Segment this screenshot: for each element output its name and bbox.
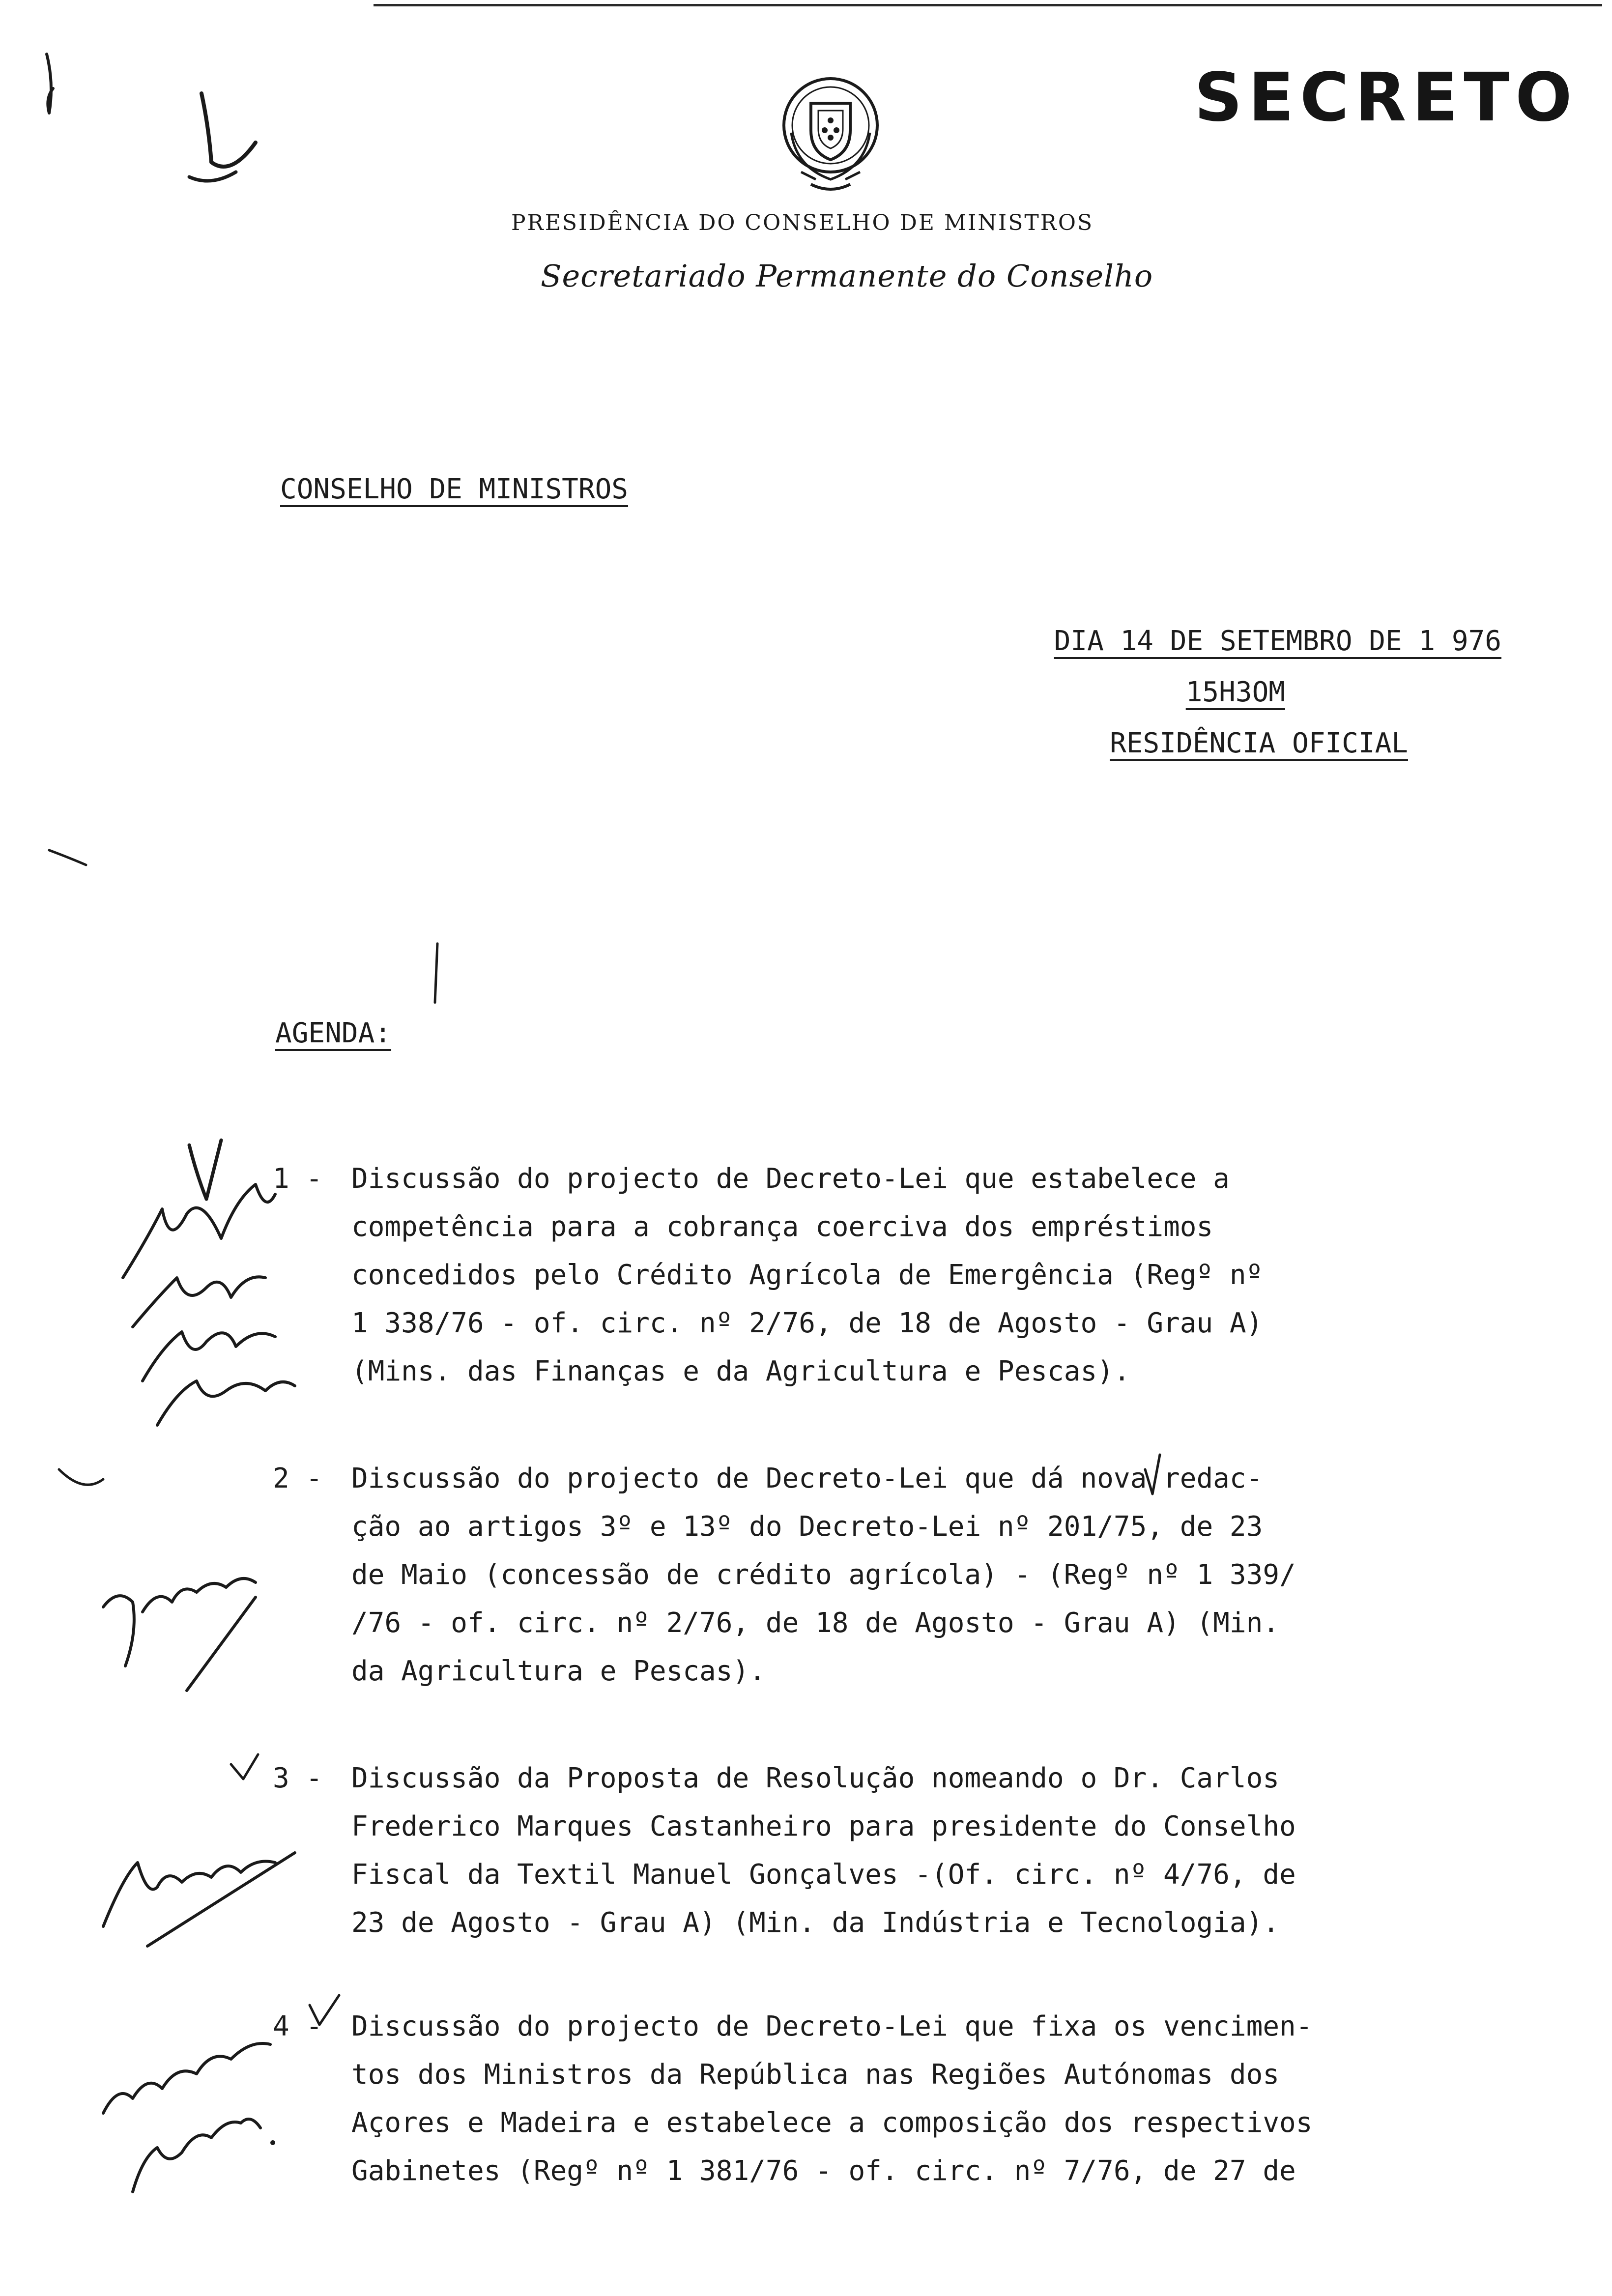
agenda-item-text: Discussão do projecto de Decreto-Lei que estabelece a competência para a cobrança coerciva dos empréstimos concedidos pelo Crédito Agrícola de Emergência (Regº nº 1 338/76 - of. circ. nº 2/76, de 18 de Agosto - Grau A) (Mins. das Finanças e da Agricultura e Pescas). <box>351 1163 1263 1387</box>
agenda-item-number: 4 - <box>273 2010 323 2042</box>
edge-mark-left <box>49 850 86 865</box>
coat-of-arms-icon <box>772 74 890 197</box>
agenda-item-4 <box>273 2003 1511 2195</box>
classification-stamp: SECRETO <box>1194 59 1578 137</box>
edge-mark-top <box>47 54 53 113</box>
agenda-item-1 <box>273 1155 1511 1396</box>
margin-bar <box>435 944 437 1003</box>
meeting-time-line <box>912 675 1501 726</box>
item-4-approval-note <box>103 2043 275 2192</box>
meeting-place-line <box>912 726 1501 777</box>
item-1-approval-note <box>123 1184 295 1425</box>
agenda-item-text: Discussão da Proposta de Resolução nomeando o Dr. Carlos Frederico Marques Castanheiro para presidente do Conselho Fiscal da Textil Manuel Gonçalves -(Of. circ. nº 4/76, de 23 de Agosto - Grau A) (Min. da Indústria e Tecnologia). <box>351 1762 1296 1939</box>
agenda-item-2 <box>273 1455 1511 1695</box>
agenda-item-text: Discussão do projecto de Decreto-Lei que dá nova redac- ção ao artigos 3º e 13º do Decreto-Lei nº 201/75, de 23 de Maio (concessão de crédito agrícola) - (Regº nº 1 339/ /76 - of. circ. nº 2/76, de 18 de Agosto - Grau A) (Min. da Agricultura e Pescas). <box>351 1463 1296 1687</box>
meeting-date-line <box>912 624 1501 675</box>
meeting-place: RESIDÊNCIA OFICIAL <box>1110 727 1408 759</box>
agenda-item-number: 2 - <box>273 1463 323 1494</box>
meeting-time: 15H3OM <box>1185 676 1285 708</box>
top-rule <box>374 4 1602 6</box>
page-number-mark <box>189 93 256 181</box>
agenda-item-number: 1 - <box>273 1163 323 1195</box>
meeting-details <box>912 624 1501 777</box>
document-heading: CONSELHO DE MINISTROS <box>280 473 629 505</box>
agenda-item-text: Discussão do projecto de Decreto-Lei que fixa os vencimen- tos dos Ministros da República nas Regiões Autónomas dos Açores e Madeira e estabelece a composição dos respectivos Gabinetes (Regº nº 1 381/76 - of. circ. nº 7/76, de 27 de <box>351 2010 1313 2187</box>
edge-mark-bottom <box>59 1469 103 1485</box>
agenda-item-number: 3 - <box>273 1762 323 1794</box>
issuing-office: PRESIDÊNCIA DO CONSELHO DE MINISTROS <box>511 210 1094 235</box>
agenda-item-3 <box>273 1754 1511 1947</box>
item-3-tick <box>231 1754 258 1779</box>
item-1-tick <box>189 1140 221 1199</box>
agenda-label: AGENDA: <box>275 1017 392 1049</box>
item-3-note <box>103 1853 295 1946</box>
issuing-secretariat: Secretariado Permanente do Conselho <box>541 258 1153 294</box>
item-2-note <box>103 1578 256 1691</box>
meeting-date: DIA 14 DE SETEMBRO DE 1 976 <box>1054 625 1501 657</box>
